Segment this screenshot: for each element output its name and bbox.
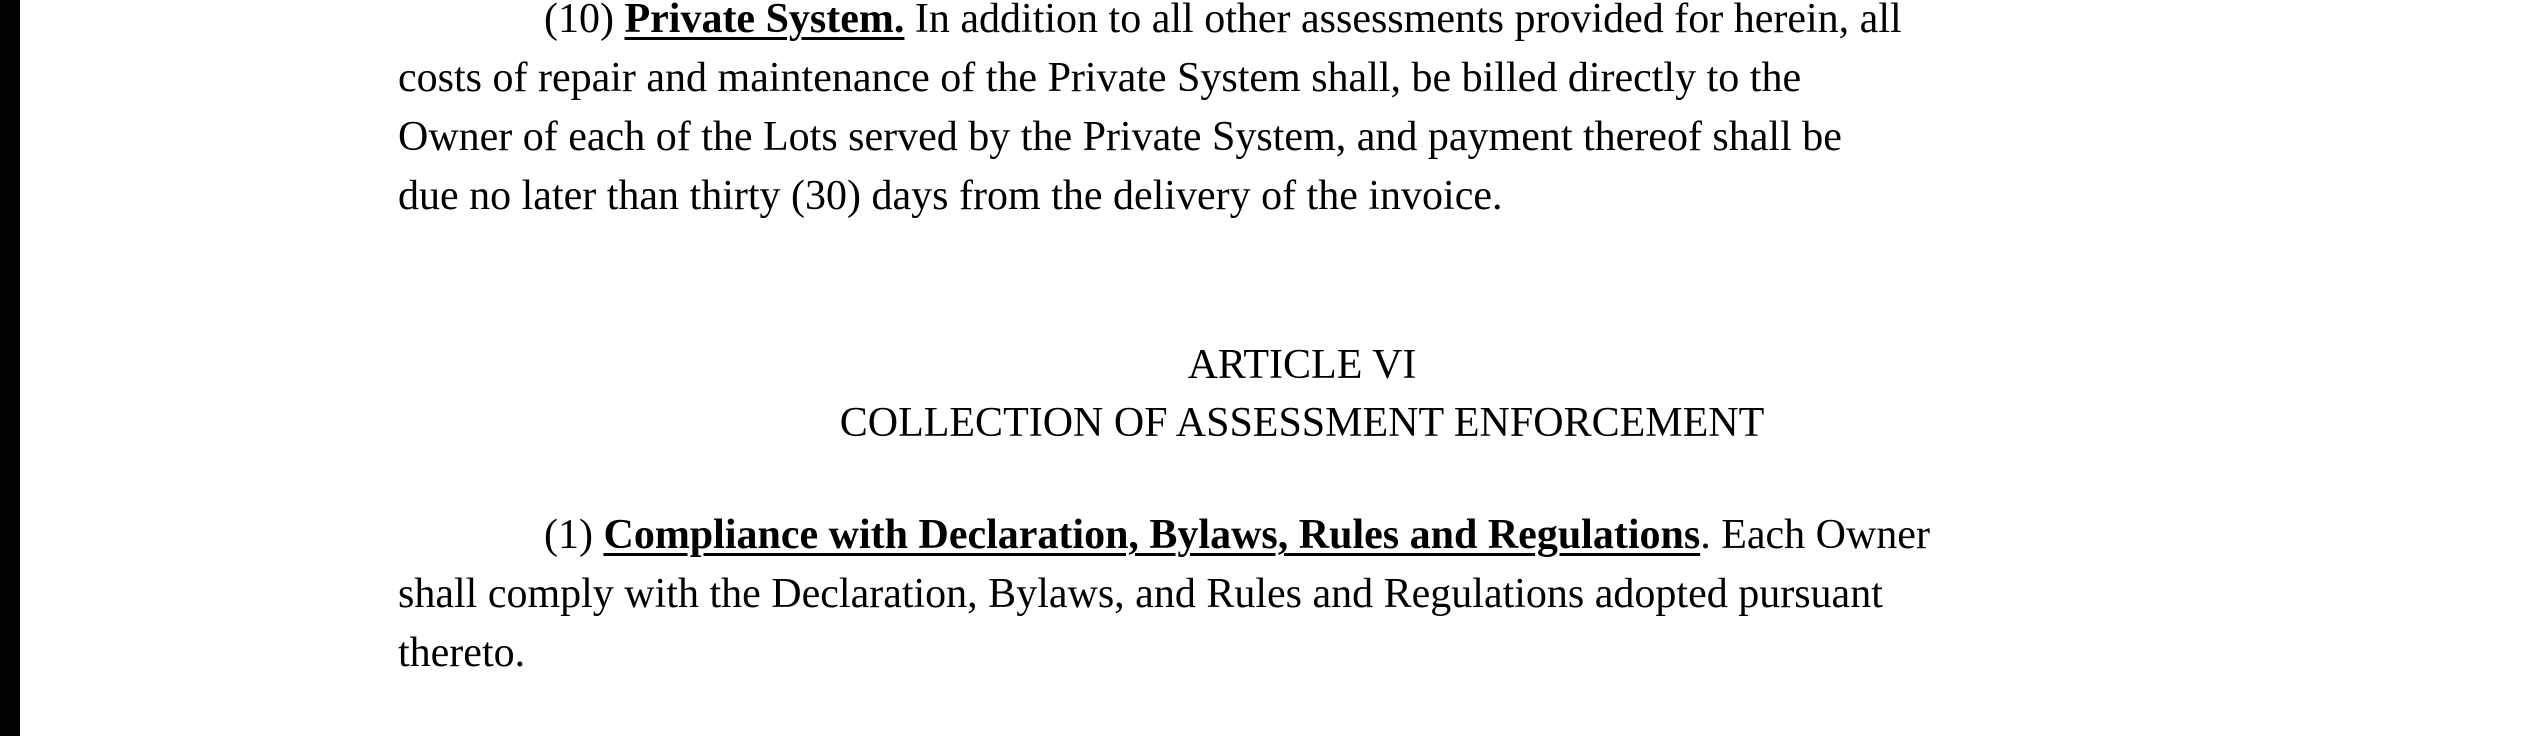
section-1-title: Compliance with Declaration, Bylaws, Rules and Regulations — [603, 512, 1701, 558]
section-1-paragraph — [398, 506, 1930, 683]
section-10-paragraph — [398, 0, 1902, 226]
section-10-line-4: due no later than thirty (30) days from the delivery of the invoice. — [398, 173, 1503, 219]
section-1-line-2: shall comply with the Declaration, Bylaws, and Rules and Regulations adopted pursuant — [398, 571, 1883, 617]
section-1-line-3: thereto. — [398, 630, 526, 676]
section-10-line-1-text: In addition to all other assessments provided for herein, all — [914, 0, 1902, 42]
section-1-number: (1) — [544, 512, 593, 558]
article-label: ARTICLE VI — [1187, 342, 1417, 388]
section-10-number: (10) — [544, 0, 614, 42]
section-10-line-3: Owner of each of the Lots served by the Private System, and payment thereof shall be — [398, 114, 1842, 160]
section-1-line-1 — [398, 506, 1930, 565]
section-1-line-1-text: . Each Owner — [1700, 512, 1930, 558]
article-title: COLLECTION OF ASSESSMENT ENFORCEMENT — [839, 400, 1765, 446]
section-10-line-2: costs of repair and maintenance of the Private System shall, be billed directly to the — [398, 55, 1802, 101]
section-10-title: Private System. — [624, 0, 905, 42]
scan-edge-border — [0, 0, 20, 736]
section-10-line-1 — [398, 0, 1902, 49]
